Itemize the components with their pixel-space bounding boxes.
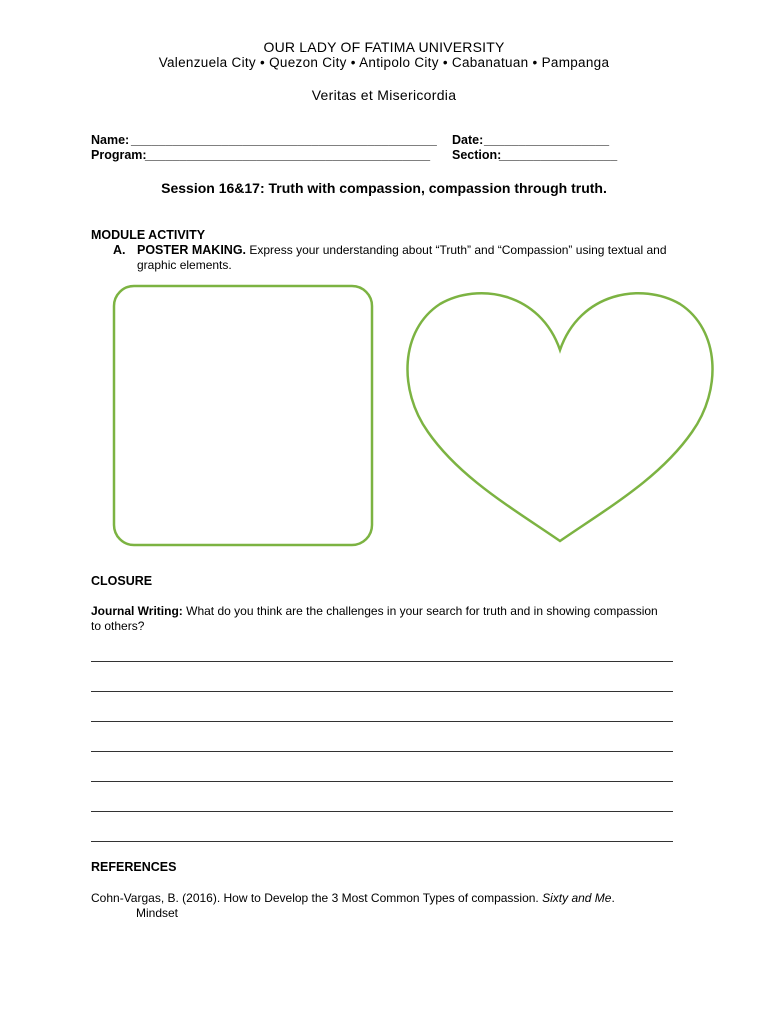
reference-source: Sixty and Me: [542, 891, 612, 905]
rounded-square-outline: [114, 286, 372, 545]
reference-period: .: [611, 891, 615, 905]
writing-line[interactable]: [91, 691, 673, 692]
poster-making-text-1: Express your understanding about “Truth” and “Compassion” using textual and: [246, 243, 667, 257]
date-field[interactable]: __________________: [484, 133, 610, 147]
motto: Veritas et Misericordia: [311, 87, 457, 103]
poster-making-text-2: graphic elements.: [137, 258, 232, 272]
journal-writing-label: Journal Writing:: [91, 604, 183, 618]
campus-list: Valenzuela City • Quezon City • Antipolo City • Cabanatuan • Pampanga: [158, 55, 610, 70]
item-letter: A.: [113, 243, 126, 257]
university-name: OUR LADY OF FATIMA UNIVERSITY: [263, 39, 505, 55]
name-label: Name:: [91, 133, 130, 147]
reference-text: Cohn-Vargas, B. (2016). How to Develop the 3 Most Common Types of compassion.: [91, 891, 543, 905]
program-label: Program:: [91, 148, 147, 162]
rounded-square-shape[interactable]: [110, 282, 378, 550]
writing-line[interactable]: [91, 841, 673, 842]
name-field[interactable]: ____________________________________________: [131, 133, 437, 147]
references-heading: REFERENCES: [91, 860, 177, 874]
journal-writing-prompt: [91, 604, 681, 634]
writing-line[interactable]: [91, 721, 673, 722]
date-label: Date:: [452, 133, 484, 147]
poster-making-instruction: [137, 243, 682, 273]
journal-writing-text-2: to others?: [91, 619, 145, 633]
module-activity-heading: MODULE ACTIVITY: [91, 228, 206, 242]
writing-line[interactable]: [91, 811, 673, 812]
heart-outline: [407, 293, 712, 541]
poster-making-title: POSTER MAKING.: [137, 243, 247, 257]
session-title: Session 16&17: Truth with compassion, compassion through truth.: [161, 180, 607, 196]
writing-line[interactable]: [91, 751, 673, 752]
section-field[interactable]: _________________: [499, 148, 618, 162]
writing-line[interactable]: [91, 781, 673, 782]
reference-entry: [91, 891, 691, 921]
heart-shape[interactable]: [400, 282, 720, 547]
closure-heading: CLOSURE: [91, 574, 153, 588]
program-field[interactable]: _________________________________________: [145, 148, 431, 162]
reference-line-2: Mindset: [136, 906, 179, 920]
journal-writing-text-1: What do you think are the challenges in your search for truth and in showing compassion: [182, 604, 658, 618]
section-label: Section:: [452, 148, 502, 162]
writing-line[interactable]: [91, 661, 673, 662]
